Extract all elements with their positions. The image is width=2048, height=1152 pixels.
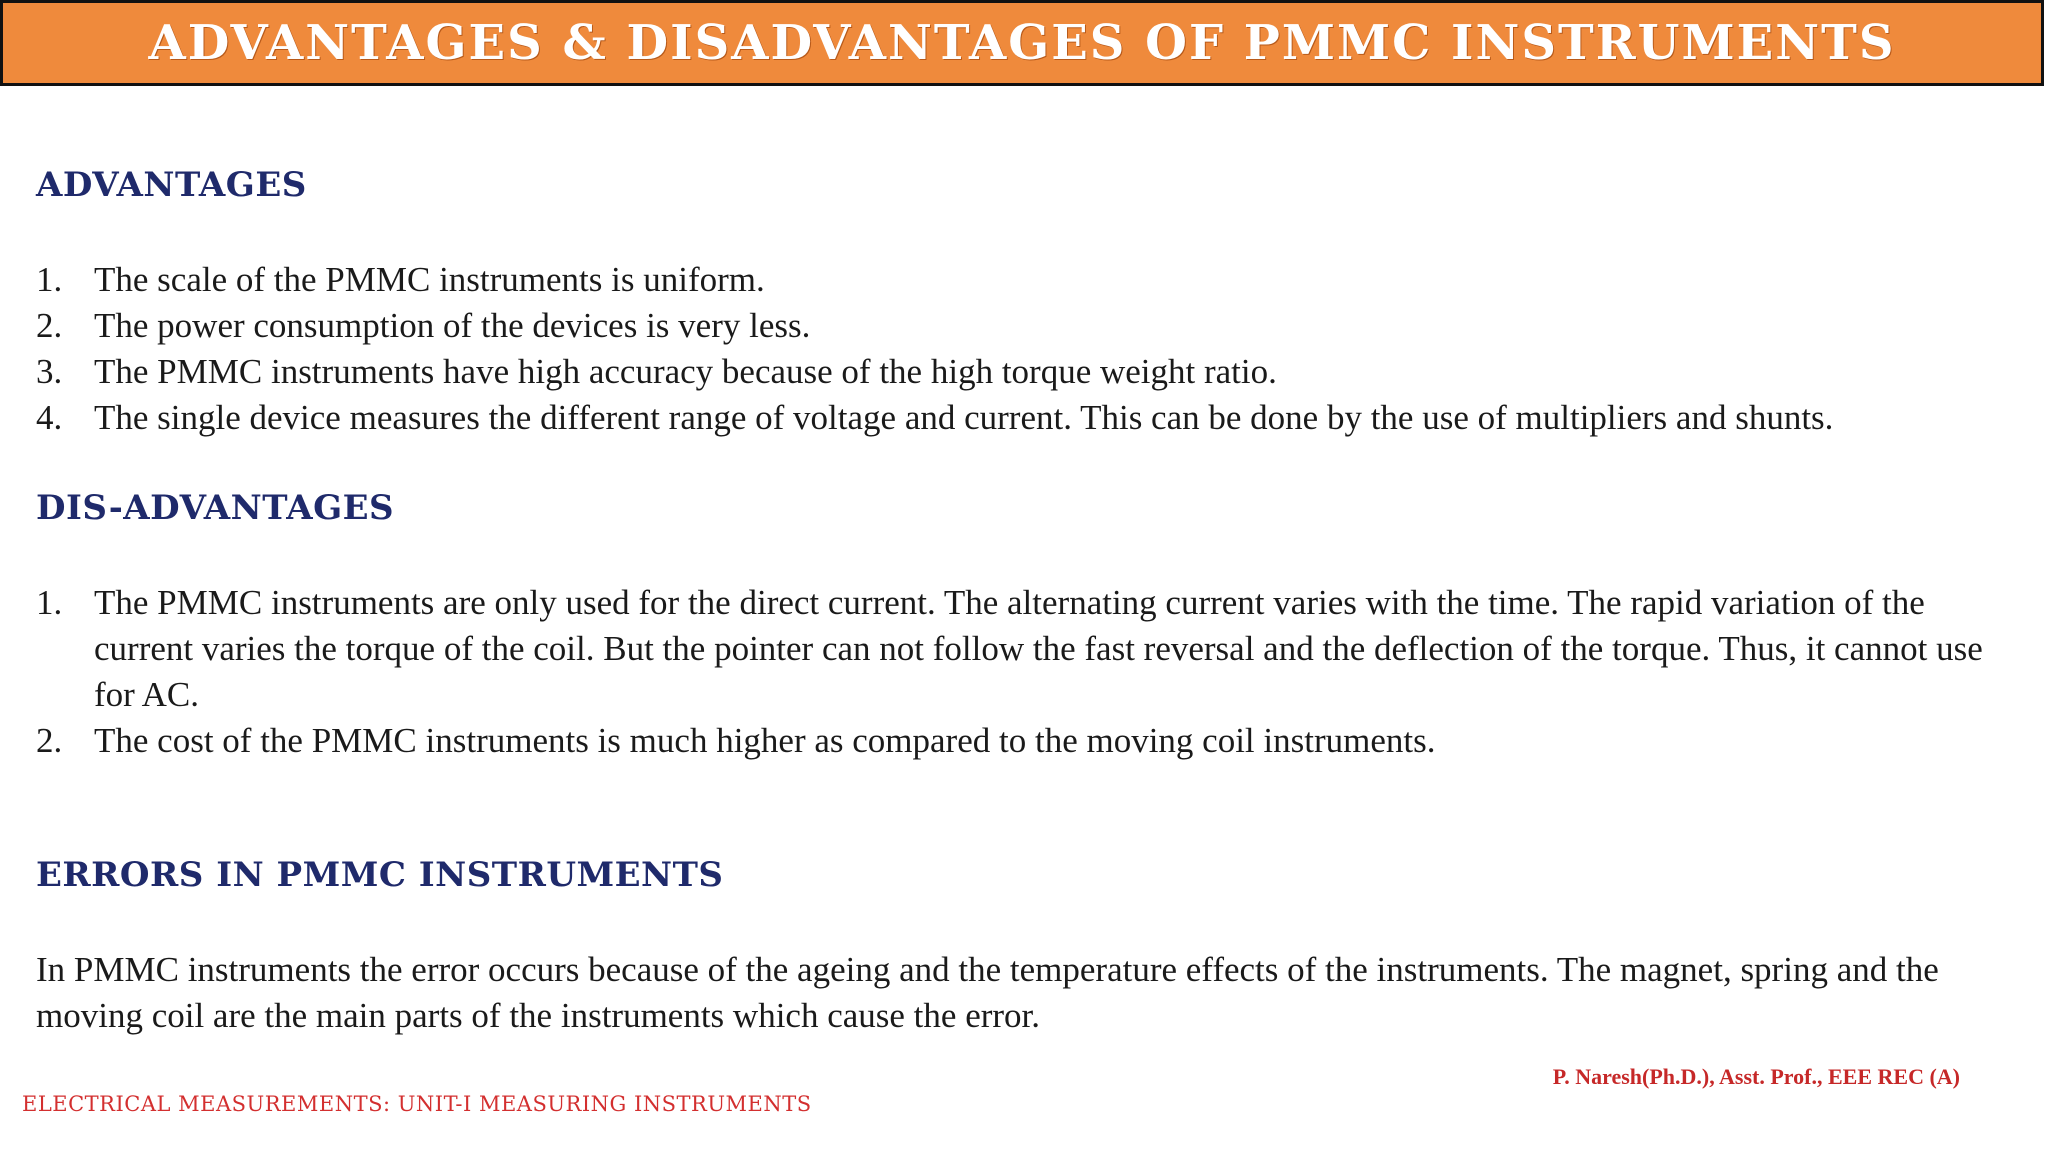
list-item bbox=[36, 349, 2016, 395]
errors-paragraph: In PMMC instruments the error occurs because of the ageing and the temperature effects of the instruments. The magnet, spring and the moving coil are the main parts of the instruments which cause the error. bbox=[36, 950, 1939, 1035]
list-item-number: 1. bbox=[36, 260, 63, 299]
author-credit: P. Naresh(Ph.D.), Asst. Prof., EEE REC (A) bbox=[1552, 1064, 1960, 1089]
list-item-number: 1. bbox=[36, 583, 63, 622]
list-item-text: The scale of the PMMC instruments is uniform. bbox=[94, 260, 765, 299]
list-item bbox=[36, 580, 2016, 718]
list-item-number: 2. bbox=[36, 721, 63, 760]
slide-title: ADVANTAGES & DISADVANTAGES OF PMMC INSTRUMENTS bbox=[148, 15, 1896, 71]
disadvantages-heading: DIS-ADVANTAGES bbox=[36, 488, 395, 528]
title-bar bbox=[0, 0, 2044, 86]
footer-text: ELECTRICAL MEASUREMENTS: UNIT-I MEASURING INSTRUMENTS bbox=[22, 1092, 812, 1116]
errors-heading: ERRORS IN PMMC INSTRUMENTS bbox=[36, 855, 724, 895]
list-item bbox=[36, 395, 2016, 441]
list-item bbox=[36, 718, 2016, 764]
list-item-number: 3. bbox=[36, 352, 63, 391]
list-item-text: The power consumption of the devices is very less. bbox=[94, 306, 811, 345]
list-item-text: The single device measures the different range of voltage and current. This can be done by the use of multipliers and shunts. bbox=[94, 398, 1834, 437]
disadvantages-list bbox=[36, 580, 2016, 764]
advantages-heading: ADVANTAGES bbox=[36, 165, 307, 205]
list-item-text: The PMMC instruments are only used for the direct current. The alternating current varies with the time. The rapid variation of the current varies the torque of the coil. But the pointer can not follow the fast reversal and the deflection of the torque. Thus, it cannot use for AC. bbox=[94, 583, 1983, 714]
advantages-list bbox=[36, 257, 2016, 441]
list-item bbox=[36, 257, 2016, 303]
list-item-text: The PMMC instruments have high accuracy because of the high torque weight ratio. bbox=[94, 352, 1277, 391]
list-item bbox=[36, 303, 2016, 349]
list-item-text: The cost of the PMMC instruments is much higher as compared to the moving coil instruments. bbox=[94, 721, 1436, 760]
list-item-number: 4. bbox=[36, 398, 63, 437]
list-item-number: 2. bbox=[36, 306, 63, 345]
